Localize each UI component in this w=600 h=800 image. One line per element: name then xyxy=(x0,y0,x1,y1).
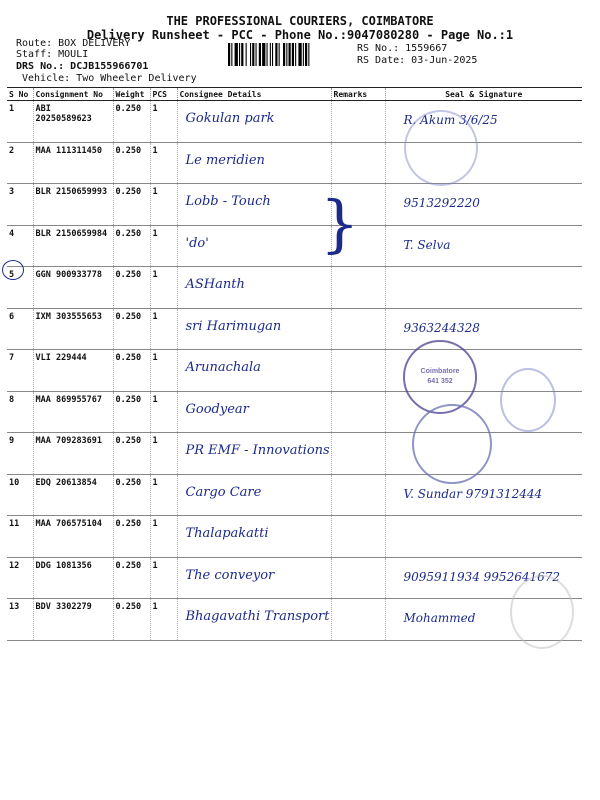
cell-sno: 4 xyxy=(7,225,33,267)
barcode-bar xyxy=(252,43,254,66)
seal-stamp-3 xyxy=(404,110,478,186)
cell-pcs: 1 xyxy=(150,267,177,309)
barcode-bar xyxy=(262,43,265,66)
cell-sno: 6 xyxy=(7,308,33,350)
cell-consignee xyxy=(177,308,331,350)
cell-sno: 11 xyxy=(7,516,33,558)
cell-sno: 10 xyxy=(7,474,33,516)
barcode-bar xyxy=(275,43,277,66)
cell-pcs: 1 xyxy=(150,516,177,558)
barcode-bar xyxy=(270,43,271,66)
cell-consignee xyxy=(177,391,331,433)
cell-pcs: 1 xyxy=(150,142,177,184)
barcode-bar xyxy=(239,43,240,66)
signature-handwriting: R. Akum 3/6/25 xyxy=(403,113,498,127)
cell-consignee xyxy=(177,599,331,641)
cell-sno: 5 xyxy=(7,267,33,309)
table-row xyxy=(7,516,582,558)
rs-date: RS Date: 03-Jun-2025 xyxy=(357,55,478,66)
cell-weight: 0.250 xyxy=(113,516,150,558)
cell-weight: 0.250 xyxy=(113,599,150,641)
seal-stamp-5 xyxy=(510,575,574,649)
col-consignee: Consignee Details xyxy=(177,88,331,101)
barcode-bar xyxy=(241,43,243,66)
consignee-handwriting: Cargo Care xyxy=(185,484,262,500)
cell-remarks xyxy=(331,142,385,184)
cell-pcs: 1 xyxy=(150,474,177,516)
consignee-handwriting: Arunachala xyxy=(185,360,261,375)
seal-stamp-2 xyxy=(412,404,492,484)
barcode-bar xyxy=(289,43,291,66)
cell-weight: 0.250 xyxy=(113,350,150,392)
cell-remarks xyxy=(331,350,385,392)
cell-consignment: GGN 900933778 xyxy=(33,267,113,309)
cell-consignee xyxy=(177,516,331,558)
col-signature: Seal & Signature xyxy=(385,88,582,101)
table-header-row xyxy=(7,88,582,101)
cell-remarks xyxy=(331,308,385,350)
barcode-bar xyxy=(279,43,280,66)
cell-consignee xyxy=(177,350,331,392)
cell-consignment: VLI 229444 xyxy=(33,350,113,392)
stamp-city: Coimbatore xyxy=(420,368,460,375)
staff-label: Staff: MOULI xyxy=(16,49,89,60)
barcode-bar xyxy=(259,43,261,66)
cell-remarks xyxy=(331,267,385,309)
cell-remarks xyxy=(331,433,385,475)
cell-sno: 1 xyxy=(7,101,33,143)
barcode-bar xyxy=(256,43,257,66)
barcode-bar xyxy=(235,43,238,66)
barcode-bar xyxy=(231,43,232,66)
cell-pcs: 1 xyxy=(150,599,177,641)
cell-remarks xyxy=(331,101,385,143)
barcode-bar xyxy=(308,43,309,66)
barcode-bar xyxy=(305,43,307,66)
barcode-bar xyxy=(286,43,287,66)
col-remarks: Remarks xyxy=(331,88,385,101)
table-row xyxy=(7,225,582,267)
table-row xyxy=(7,474,582,516)
cell-signature xyxy=(385,267,582,309)
signature-handwriting: 9513292220 xyxy=(403,196,480,210)
cell-sno: 8 xyxy=(7,391,33,433)
barcode-bar xyxy=(267,43,268,66)
cell-sno: 2 xyxy=(7,142,33,184)
table-row xyxy=(7,142,582,184)
cell-consignment: IXM 303555653 xyxy=(33,308,113,350)
table-row xyxy=(7,599,582,641)
cell-consignment: DDG 1081356 xyxy=(33,557,113,599)
consignee-handwriting: Bhagavathi Transport xyxy=(185,609,330,624)
consignee-handwriting: PR EMF - Innovations xyxy=(185,443,330,458)
barcode-bar xyxy=(246,43,247,66)
cell-weight: 0.250 xyxy=(113,474,150,516)
barcode-bar xyxy=(303,43,304,66)
cell-signature xyxy=(385,184,582,226)
cell-pcs: 1 xyxy=(150,225,177,267)
barcode-bar xyxy=(228,43,230,66)
route-label: Route: BOX DELIVERY xyxy=(16,38,131,49)
cell-consignee xyxy=(177,474,331,516)
signature-handwriting: 9363244328 xyxy=(403,320,480,335)
consignee-handwriting: Lobb - Touch xyxy=(185,194,271,209)
drs-label: DRS No.: DCJB155966701 xyxy=(16,61,149,72)
cell-consignment: ABI 20250589623 xyxy=(33,101,113,143)
cell-pcs: 1 xyxy=(150,557,177,599)
cell-signature xyxy=(385,225,582,267)
barcode-bar xyxy=(250,43,251,66)
cell-consignee xyxy=(177,557,331,599)
consignee-handwriting: sri Harimugan xyxy=(185,318,282,334)
cell-consignment: BLR 2150659984 xyxy=(33,225,113,267)
vehicle-label: Vehicle: Two Wheeler Delivery xyxy=(22,73,197,84)
cell-signature xyxy=(385,308,582,350)
cell-remarks xyxy=(331,474,385,516)
cell-pcs: 1 xyxy=(150,391,177,433)
cell-consignee xyxy=(177,225,331,267)
brace-mark: } xyxy=(320,187,360,260)
consignee-handwriting: 'do' xyxy=(185,235,209,251)
barcode-bar xyxy=(298,43,301,66)
barcode-bar xyxy=(283,43,285,66)
barcode xyxy=(228,43,353,66)
cell-weight: 0.250 xyxy=(113,557,150,599)
cell-consignee xyxy=(177,267,331,309)
cell-pcs: 1 xyxy=(150,184,177,226)
runsheet-table xyxy=(7,87,582,641)
cell-consignee xyxy=(177,101,331,143)
cell-consignment: MAA 111311450 xyxy=(33,142,113,184)
cell-remarks xyxy=(331,599,385,641)
table-row xyxy=(7,308,582,350)
cell-consignment: MAA 706575104 xyxy=(33,516,113,558)
circled-row-marker xyxy=(2,260,24,280)
col-weight: Weight xyxy=(113,88,150,101)
cell-pcs: 1 xyxy=(150,350,177,392)
cell-weight: 0.250 xyxy=(113,391,150,433)
cell-sno: 13 xyxy=(7,599,33,641)
table-row xyxy=(7,433,582,475)
cell-pcs: 1 xyxy=(150,433,177,475)
consignee-handwriting: The conveyor xyxy=(185,567,275,583)
cell-weight: 0.250 xyxy=(113,142,150,184)
cell-weight: 0.250 xyxy=(113,225,150,267)
runsheet-subtitle: Delivery Runsheet - PCC - Phone No.:9047080280 - Page No.:1 xyxy=(86,28,514,42)
table-row xyxy=(7,101,582,143)
signature-handwriting: T. Selva xyxy=(403,237,451,252)
table-row xyxy=(7,391,582,433)
cell-consignment: MAA 709283691 xyxy=(33,433,113,475)
cell-signature xyxy=(385,516,582,558)
seal-stamp-4 xyxy=(500,368,556,432)
signature-handwriting: Mohammed xyxy=(403,611,476,625)
consignee-handwriting: Le meridien xyxy=(185,152,265,168)
barcode-bar xyxy=(295,43,296,66)
seal-stamp xyxy=(403,340,477,414)
col-consignment: Consignment No xyxy=(33,88,113,101)
cell-weight: 0.250 xyxy=(113,433,150,475)
cell-sno: 3 xyxy=(7,184,33,226)
cell-consignment: BLR 2150659993 xyxy=(33,184,113,226)
cell-remarks xyxy=(331,557,385,599)
table-row xyxy=(7,184,582,226)
barcode-bar xyxy=(272,43,273,66)
cell-consignment: EDQ 20613854 xyxy=(33,474,113,516)
cell-remarks xyxy=(331,516,385,558)
table-row xyxy=(7,350,582,392)
col-pcs: PCS xyxy=(150,88,177,101)
cell-consignment: MAA 869955767 xyxy=(33,391,113,433)
cell-pcs: 1 xyxy=(150,308,177,350)
cell-sno: 9 xyxy=(7,433,33,475)
cell-sno: 12 xyxy=(7,557,33,599)
cell-consignee xyxy=(177,433,331,475)
signature-handwriting: V. Sundar 9791312444 xyxy=(403,486,543,501)
consignee-handwriting: Gokulan park xyxy=(185,111,275,126)
cell-consignment: BDV 3302279 xyxy=(33,599,113,641)
company-title: THE PROFESSIONAL COURIERS, COIMBATORE xyxy=(166,14,434,28)
cell-remarks xyxy=(331,391,385,433)
cell-weight: 0.250 xyxy=(113,267,150,309)
consignee-handwriting: Thalapakatti xyxy=(185,526,269,541)
cell-signature xyxy=(385,474,582,516)
barcode-bar xyxy=(292,43,294,66)
stamp-pin: 641 352 xyxy=(427,378,453,385)
cell-sno: 7 xyxy=(7,350,33,392)
rs-number: RS No.: 1559667 xyxy=(357,43,448,54)
table-row xyxy=(7,557,582,599)
consignee-handwriting: ASHanth xyxy=(185,277,245,292)
cell-weight: 0.250 xyxy=(113,184,150,226)
cell-pcs: 1 xyxy=(150,101,177,143)
cell-weight: 0.250 xyxy=(113,308,150,350)
cell-consignee xyxy=(177,142,331,184)
table-row xyxy=(7,267,582,309)
cell-consignee xyxy=(177,184,331,226)
cell-weight: 0.250 xyxy=(113,101,150,143)
col-sno: S No xyxy=(7,88,33,101)
signature-handwriting: 9095911934 9952641672 xyxy=(403,569,561,584)
consignee-handwriting: Goodyear xyxy=(185,401,249,417)
